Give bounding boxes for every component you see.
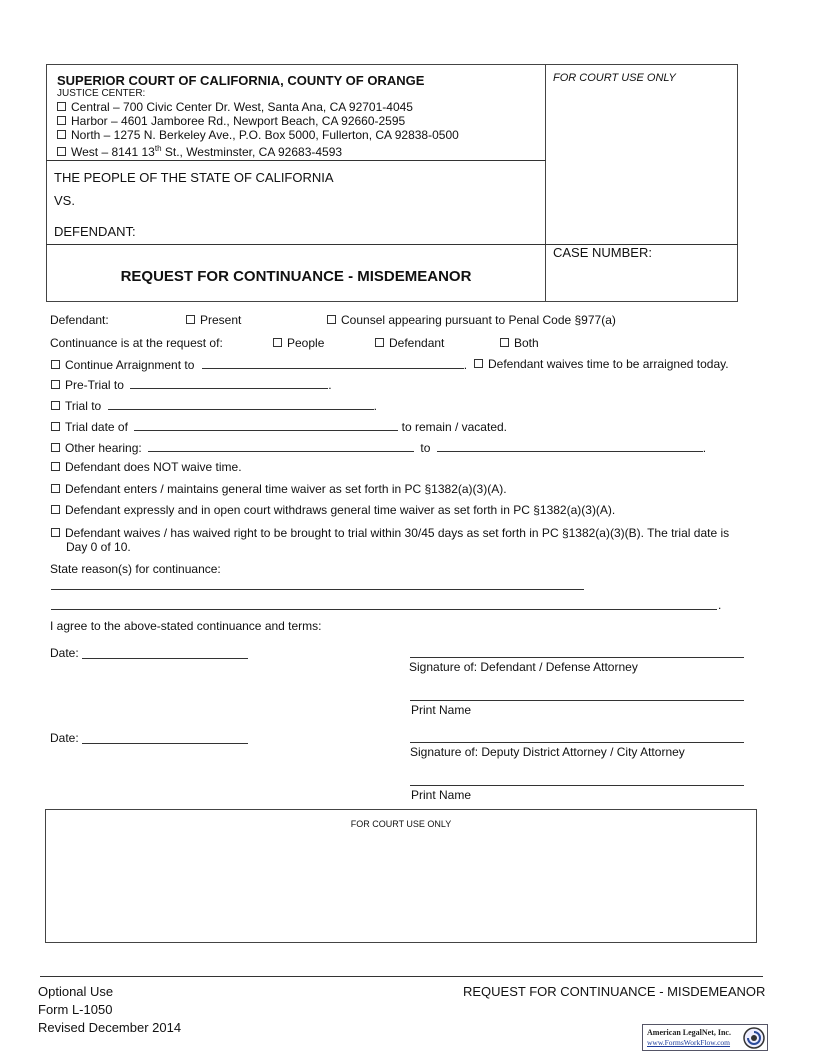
logo-globe-icon (743, 1027, 765, 1049)
footer-form-number: Form L-1050 (38, 1002, 113, 1017)
defense-print-name-label: Print Name (411, 703, 472, 717)
reasons-label: State reason(s) for continuance: (50, 562, 221, 576)
date-field-1[interactable] (82, 658, 248, 659)
logo-url[interactable]: www.FormsWorkFlow.com (647, 1038, 731, 1047)
defense-signature-label: Signature of: Defendant / Defense Attorney (409, 660, 638, 674)
checkbox-not-waive[interactable] (51, 462, 60, 471)
date-label-1: Date: (50, 646, 79, 660)
date-label-2: Date: (50, 731, 79, 745)
trial-date-of-field[interactable] (134, 419, 398, 431)
checkbox-request-people[interactable] (273, 338, 282, 347)
center-west[interactable]: West – 8141 13th St., Westminster, CA 92683-4593 (57, 142, 342, 159)
da-print-name-label: Print Name (411, 788, 472, 802)
arraignment-date-field[interactable] (202, 357, 464, 369)
checkbox-arraignment[interactable] (51, 360, 60, 369)
checkbox-request-defendant[interactable] (375, 338, 384, 347)
checkbox-present[interactable] (186, 315, 195, 324)
agree-text: I agree to the above-stated continuance and terms: (50, 619, 322, 633)
checkbox-other-hearing[interactable] (51, 443, 60, 452)
request-people-option[interactable]: People (273, 336, 324, 350)
trial-date-field[interactable] (108, 398, 374, 410)
checkbox-waives-right[interactable] (51, 528, 60, 537)
logo-company-name: American LegalNet, Inc. (647, 1028, 731, 1037)
vs-label: VS. (54, 193, 75, 208)
bottom-court-use-label: FOR COURT USE ONLY (350, 819, 452, 829)
checkbox-central[interactable] (57, 102, 66, 111)
footer-rule (40, 976, 763, 977)
other-hearing-option[interactable]: Other hearing: to . (51, 440, 706, 455)
case-number-label: CASE NUMBER: (553, 245, 652, 260)
waives-arraigned-option[interactable]: Defendant waives time to be arraigned today. (474, 357, 729, 371)
checkbox-general-waiver[interactable] (51, 484, 60, 493)
checkbox-harbor[interactable] (57, 116, 66, 125)
reasons-period: . (718, 598, 722, 612)
checkbox-counsel[interactable] (327, 315, 336, 324)
defense-signature-line[interactable] (410, 657, 744, 658)
justice-center-label: JUSTICE CENTER: (57, 88, 146, 99)
pretrial-option[interactable]: Pre-Trial to . (51, 377, 332, 392)
request-row-label: Continuance is at the request of: (50, 336, 223, 350)
checkbox-withdraws[interactable] (51, 505, 60, 514)
center-north[interactable]: North – 1275 N. Berkeley Ave., P.O. Box 5000, Fullerton, CA 92838-0500 (57, 128, 459, 142)
defense-print-name-line[interactable] (410, 700, 744, 701)
arraignment-option[interactable]: Continue Arraignment to . (51, 357, 467, 372)
other-hearing-to-field[interactable] (437, 440, 703, 452)
defendant-row-label: Defendant: (50, 313, 109, 327)
court-use-only-header: FOR COURT USE ONLY (553, 72, 676, 84)
checkbox-north[interactable] (57, 130, 66, 139)
request-both-option[interactable]: Both (500, 336, 539, 350)
footer-optional-use: Optional Use (38, 984, 114, 999)
footer-revised: Revised December 2014 (38, 1020, 182, 1035)
da-signature-line[interactable] (410, 742, 744, 743)
checkbox-waives-arraigned[interactable] (474, 359, 483, 368)
waives-right-option[interactable]: Defendant waives / has waived right to be brought to trial within 30/45 days as set forth in PC §1382(a)(3)(B). The trial date is (51, 526, 729, 540)
checkbox-trial-date-of[interactable] (51, 422, 60, 431)
court-title: SUPERIOR COURT OF CALIFORNIA, COUNTY OF ORANGE (57, 73, 425, 88)
legalnet-logo[interactable] (642, 1024, 768, 1051)
header-divider-vertical (545, 64, 546, 302)
checkbox-trial[interactable] (51, 401, 60, 410)
center-harbor[interactable]: Harbor – 4601 Jamboree Rd., Newport Beach, CA 92660-2595 (57, 114, 405, 128)
other-hearing-field[interactable] (148, 440, 414, 452)
checkbox-request-both[interactable] (500, 338, 509, 347)
waives-right-line2: Day 0 of 10. (66, 540, 131, 554)
trial-option[interactable]: Trial to . (51, 398, 377, 413)
form-title: REQUEST FOR CONTINUANCE - MISDEMEANOR (120, 268, 472, 285)
checkbox-west[interactable] (57, 147, 66, 156)
pretrial-date-field[interactable] (130, 377, 328, 389)
date-field-2[interactable] (82, 743, 248, 744)
withdraws-option[interactable]: Defendant expressly and in open court withdraws general time waiver as set forth in PC §1382(a)(3)(A). (51, 503, 615, 517)
counsel-option[interactable]: Counsel appearing pursuant to Penal Code §977(a) (327, 313, 616, 327)
da-print-name-line[interactable] (410, 785, 744, 786)
footer-title: REQUEST FOR CONTINUANCE - MISDEMEANOR (463, 984, 766, 999)
defendant-label: DEFENDANT: (54, 224, 136, 239)
da-signature-label: Signature of: Deputy District Attorney / City Attorney (410, 745, 685, 759)
center-central[interactable]: Central – 700 Civic Center Dr. West, Santa Ana, CA 92701-4045 (57, 100, 413, 114)
bottom-court-use-box (45, 809, 757, 943)
reasons-line-1[interactable] (51, 589, 584, 590)
reasons-line-2[interactable] (51, 609, 717, 610)
header-divider-1 (46, 160, 546, 161)
not-waive-option[interactable]: Defendant does NOT waive time. (51, 460, 242, 474)
people-label: THE PEOPLE OF THE STATE OF CALIFORNIA (54, 170, 334, 185)
trial-date-of-option[interactable]: Trial date of to remain / vacated. (51, 419, 507, 434)
checkbox-pretrial[interactable] (51, 380, 60, 389)
general-waiver-option[interactable]: Defendant enters / maintains general time waiver as set forth in PC §1382(a)(3)(A). (51, 482, 507, 496)
present-option[interactable]: Present (186, 313, 241, 327)
request-defendant-option[interactable]: Defendant (375, 336, 444, 350)
